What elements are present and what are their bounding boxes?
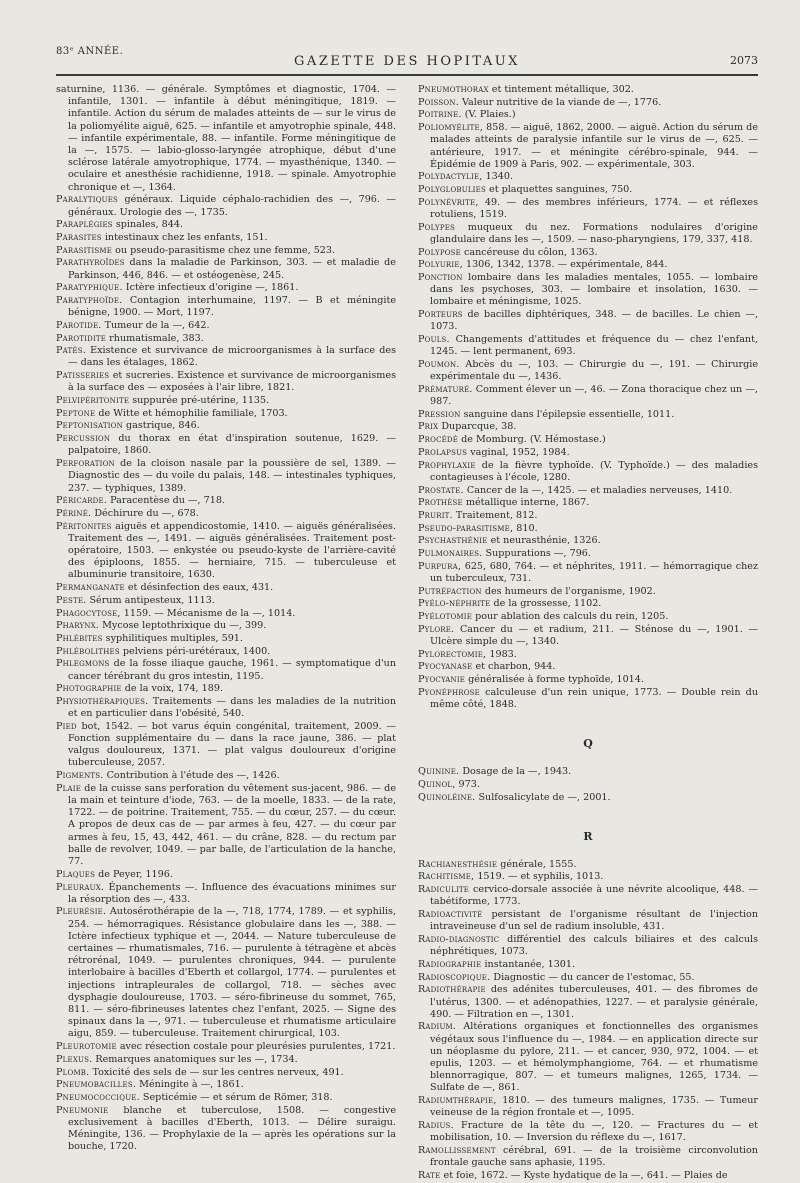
entry-headword: Phagocytose, [56,607,121,619]
entry-headword: Pigments. [56,770,104,782]
index-entry [418,171,758,183]
entry-headword: Quinine. [418,766,460,778]
entry-text: sanguine dans l'épilepsie essentielle, 1011. [460,408,675,420]
page-number: 2073 [730,54,758,67]
page-header [56,40,758,76]
entry-headword: Pyélo-néphrite [418,598,491,610]
entry-headword: Prurit. [418,509,453,521]
entry-headword: Patés. [56,345,86,357]
entry-text: dans la maladie de Parkinson, 303. — et maladie de Parkinson, 446, 846. — et ostéogenèse, 245. [68,257,396,281]
index-entry [56,633,396,645]
index-entry [56,646,396,658]
index-entry [56,408,396,420]
entry-text: de bacilles diphtériques, 348. — de bacilles. Le chien —, 1073. [430,309,758,333]
entry-headword: Radius. [418,1120,454,1132]
entry-text: Contagion interhumaine, 1197. — B et méningite bénigne, 1900. — Mort, 1197. [68,294,396,319]
entry-text: 858. — aiguë, 1862, 2000. — aiguë. Action du sérum de malades atteints de paralysie infantile sur le virus de —, 625. — antérieure, 1917. — et méningite cérébro-spinale, 944. — Épidémie de 1909 à Paris, 902. — expérimentale, 303. [430,122,758,170]
entry-text: avec résection costale pour pleurésies purulentes, 1721. [116,1041,396,1053]
entry-text: calculeuse d'un rein unique, 1773. — Double rein du même côté, 1848. [430,686,758,710]
entry-text: Traitement, 812. [452,509,538,521]
entry-text: Mycose leptothrixique du —, 399. [99,620,267,632]
entry-text: cérébral, 691. — de la troisième circonvolution frontale gauche sans aphasie, 1195. [430,1144,758,1169]
entry-headword: Purpura, [418,560,462,572]
index-entry [418,1145,758,1169]
index-entry [418,548,758,560]
year-label: 83ᵉ ANNÉE. [56,46,124,57]
index-entry [56,770,396,782]
index-entry [418,109,758,121]
entry-headword: Pylorectomie, [418,648,487,660]
entry-text: Duparcque, 38. [438,421,517,433]
entry-text: de Witte et hémophilie familiale, 1703. [95,407,288,419]
entry-text: intestinaux chez les enfants, 151. [101,231,268,243]
entry-text: syphilitiques multiples, 591. [102,632,243,644]
entry-text: Méningite à —, 1861. [136,1079,244,1091]
entry-text: Suppurations —, 796. [482,548,591,560]
section-letter-q: Q [583,737,593,751]
entry-text: généraux. Liquide céphalo-rachidien des —, 796. — généraux. Urologie des —, 1735. [68,194,396,218]
index-entry [56,721,396,770]
index-entry [56,783,396,868]
entry-headword: Pyonéphrose [418,686,480,698]
index-entry [418,384,758,408]
index-entry [418,586,758,598]
entry-headword: Polypose [418,246,461,258]
entry-headword: Perforation [56,458,115,470]
entry-text: blanche et tuberculose, 1508. — congestive exclusivement à bacilles d'Eberth, 1013. — Délire suraigu. Méningite, 136. — Prophylaxie de la — après les opérations sur la bouche, 1720. [68,1104,396,1153]
entry-headword: Pneumothorax [418,84,489,95]
entry-text: Diagnostic — du cancer de l'estomac, 55. [490,971,695,983]
entry-text: 625, 680, 764. — et néphrites, 1911. — hémorragique chez un tuberculeux, 731. [430,560,758,584]
index-entry [418,197,758,221]
entry-text: Fracture de la tête du —, 120. — Fractures du — et mobilisation, 10. — Inversion du réflexe du —, 1617. [430,1120,758,1144]
entry-headword: Radioactivité [418,909,483,921]
entry-text: spinales, 844. [112,219,183,231]
index-entry [418,510,758,522]
entry-headword: Plomb. [56,1066,90,1078]
index-entry [56,433,396,457]
entry-text: Dosage de la —, 1943. [459,766,572,778]
index-entry [418,309,758,333]
entry-text: des humeurs de l'organisme, 1902. [481,585,656,597]
entry-headword: Radiculite [418,884,470,896]
entry-headword: Percussion [56,433,111,445]
entry-headword: Prothèse [418,497,463,509]
entry-text: cervico-dorsale associée à une névrite alcoolique, 448. — tabétiforme, 1773. [430,884,758,908]
entry-text: Abcès du —, 103. — Chirurgie du —, 191. — Chirurgie expérimentale du —, 1436. [430,358,758,383]
entry-text: 1159. — Mécanisme de la —, 1014. [120,607,296,619]
entry-text: de la fièvre typhoïde. (V. Typhoïde.) — des maladies contagieuses à l'école, 1280. [430,459,758,483]
index-entry [418,497,758,509]
entry-headword: Pouls. [418,334,450,346]
index-entry [418,359,758,383]
index-entry [56,320,396,332]
entry-text: 810. [513,522,538,534]
section-q [418,766,758,804]
entry-headword: Péritonites [56,520,112,532]
index-entry [56,458,396,495]
entry-headword: Parotidite [56,332,107,344]
entry-headword: Pyélotomie [418,611,473,623]
entry-text: aiguës et appendicostomie, 1410. — aiguës généralisées. Traitement des —, 1491. — aiguës généralisées. Traitement post-opératoire, 1503. — enkystée ou pseudo-kyste de l'arrière-cavité des épiploons, 1855. — herniaire, 715. — tuberculeuse et albuminurie transitoire, 1630. [68,520,396,581]
entry-headword: Radiographie [418,958,482,970]
entry-headword: Paraplégies [56,219,113,231]
entry-headword: Parasites [56,231,102,243]
index-entry [418,959,758,971]
entry-headword: Pleurotomie [56,1041,117,1053]
entry-text: de la cuisse sans perforation du vêtement sus-jacent, 986. — de la main et teinture d'iode, 763. — de la moelle, 1833. — de la rate, 1722. — de poitrine. Traitement, 755. — du cœur, 257. — du cœur. A propos de deux cas de — par armes à feu, 427. — du cœur par armes à feu, 15, 43, 442, 461. — du crâne, 828. — du rectum par balle de revolver, 1049. — par balle, de l'articulation de la hanche, 77. [68,782,396,868]
entry-text: et tintement métallique, 302. [488,84,634,95]
entry-headword: Poisson. [418,96,459,108]
entry-headword: Polypes [418,221,456,233]
right-column [418,84,758,1183]
index-entry [418,84,758,96]
entry-headword: Radio-diagnostic [418,933,500,945]
index-entry [56,1067,396,1079]
index-entry [418,884,758,908]
entry-text: muqueux du nez. Formations nodulaires d'origine glandulaire dans les —, 1509. — naso-pharyngiens, 179, 337, 418. [430,221,758,245]
index-entry [56,595,396,607]
index-entry [418,97,758,109]
entry-headword: Psychasthénie [418,535,488,547]
index-entry [418,766,758,778]
entry-text: Ictère infectieux d'origine —, 1861. [122,282,299,294]
index-entry [418,674,758,686]
index-entry [418,447,758,459]
entry-headword: Prostate. [418,484,464,496]
index-entry [418,460,758,484]
entry-headword: Pyocyanase [418,661,473,673]
entry-text: bot, 1542. — bot varus équin congénital, traitement, 2009. — Fonction supplémentaire du — dans la race jaune, 386. — plat valgus douloureux, 1371. — plat valgus douloureux d'origine tuberculeuse, 2057. [68,720,396,769]
left-column [56,84,396,1183]
index-entry [418,624,758,648]
entry-text: suppurée pré-utérine, 1135. [129,395,270,407]
entry-headword: Peptonisation [56,420,123,432]
entry-text: Septicémie — et sérum de Römer, 318. [139,1091,333,1103]
entry-text: gastrique, 846. [122,420,200,432]
index-entry [56,495,396,507]
entry-text: Existence et survivance de microorganismes à la surface des — dans les étalages, 1862. [68,345,396,369]
entry-headword: Plaie [56,782,82,794]
index-entry [56,1105,396,1154]
index-entry [56,370,396,394]
entry-text: et foie, 1672. — Kyste hydatique de la —, 641. — Plaies de [440,1169,728,1181]
entry-text: 973. [455,778,480,790]
index-entry [56,84,396,194]
index-entry [418,871,758,883]
index-entry [418,779,758,791]
index-entry [418,122,758,171]
entry-headword: Plaques [56,868,96,880]
entry-headword: Quinol, [418,778,456,790]
entry-text: généralisée à forme typhoïde, 1014. [465,674,644,686]
entry-text: 49. — des membres inférieurs, 1774. — et réflexes rotuliens, 1519. [430,196,758,221]
entry-headword: Polynévrite, [418,196,479,208]
entry-text: et désinfection des eaux, 431. [124,582,274,594]
entry-text: Paracentèse du —, 718. [107,495,225,507]
entry-text: 1810. — des tumeurs malignes, 1735. — Tumeur veineuse de la région frontale et —, 1095. [430,1095,758,1119]
entry-headword: Poumon. [418,358,460,370]
entry-text: de la cloison nasale par la poussière de sel, 1389. — Diagnostic des — du voile du palais, 148. — intestinales typhiques, 237. — typhiques, 1389. [68,458,396,494]
index-entry [56,345,396,369]
entry-text: vaginal, 1952, 1984. [467,446,570,458]
entry-text: Changements d'attitudes et fréquence du — chez l'enfant, 1245. — lent permanent, 693. [430,334,758,358]
section-r [418,859,758,1182]
entry-headword: Pneumococcique. [56,1091,140,1103]
entry-text: générale, 1555. [497,858,577,870]
index-entry [418,184,758,196]
index-entry [418,334,758,358]
index-entry [418,1170,758,1182]
index-entry [56,1079,396,1091]
entry-text: de la fosse iliaque gauche, 1961. — symptomatique d'un cancer térébrant du gros intestin, 1195. [68,658,396,682]
index-entry [56,219,396,231]
index-entry [418,421,758,433]
entry-text: Toxicité des sels de — sur les centres nerveux, 491. [89,1066,344,1078]
entry-text: Autosérothérapie de la —, 718, 1774, 1789. — et syphilis, 254. — hémorragiques. Résistance globulaire dans les —, 388. — Ictère infectieux typhique et —, 2044. — Nature tuberculeuse de certaines — rhumatismales, 716. — purulente à tétragène et abcès rétrorénal, 1049. — purulentes chroniques, 944. — purulente interlobaire à bacilles d'Eberth et collargol, 1774. — purulentes et injections intrapleurales de collargol, 718. — sèches avec dysphagie douloureuse, 1703. — séro-fibrineuse du sommet, 765, 811. — séro-fibrineuses latentes chez l'enfant, 2025. — Signe des spinaux dans la —, 971. — tuberculeuse et rhumatisme articulaire aigu, 859. — tuberculeuse. Traitement chirurgical, 103. [68,906,396,1040]
entry-text: pour ablation des calculs du rein, 1205. [472,611,669,623]
index-entry [418,792,758,804]
index-entry [56,232,396,244]
index-entry [418,661,758,673]
index-entry [56,194,396,218]
entry-text: Contribution à l'étude des —, 1426. [103,770,280,782]
entry-headword: Parotide. [56,319,102,331]
entry-headword: Pied [56,720,77,732]
entry-headword: Pelvipéritonite [56,395,130,407]
entry-text: Valeur nutritive de la viande de —, 1776. [458,96,662,108]
entry-text: lombaire dans les maladies mentales, 1055. — lombaire dans les psychoses, 303. — lombaire et insolation, 1630. — lombaire et méningisme, 1025. [430,272,758,308]
entry-headword: Ponction [418,272,463,284]
index-entry [56,683,396,695]
entry-headword: Rate [418,1169,441,1181]
entry-text: pelviens péri-urétéraux, 1400. [119,645,271,657]
entry-text: (V. Plaies.) [461,109,516,121]
entry-headword: Pneumonie [56,1104,109,1116]
index-entry [418,598,758,610]
index-entry [56,257,396,281]
entry-headword: Phlegmons [56,658,110,670]
entry-text: persistant de l'organisme résultant de l'injection intraveineuse d'un sel de radium insoluble, 431. [430,909,758,933]
index-entry [418,523,758,535]
entry-text: instantanée, 1301. [481,958,576,970]
entry-text: différentiel des calculs biliaires et des calculs néphrétiques, 1073. [430,933,758,958]
index-entry [418,972,758,984]
entry-text: du thorax en état d'inspiration soutenue, 1629. — palpatoire, 1860. [68,433,396,457]
entry-headword: Plexus. [56,1053,93,1065]
entry-headword: Pharynx. [56,620,100,632]
entry-headword: Patisseries [56,370,110,382]
entry-headword: Rachianesthésie [418,858,498,870]
entry-text: 1340. [482,171,514,183]
entry-text: de Peyer, 1196. [95,868,173,880]
journal-title: GAZETTE DES HOPITAUX [294,54,520,69]
index-entry [56,508,396,520]
entry-headword: Polyglobulies [418,184,486,196]
entry-text: Sulfosalicylate de —, 2001. [475,791,611,803]
entry-text: métallique interne, 1867. [462,497,590,509]
entry-text: Cancer du — et radium, 211. — Sténose du —, 1901. — Ulcère simple du —, 1340. [430,623,758,647]
index-entry [56,282,396,294]
index-entry [56,620,396,632]
index-entry [418,934,758,958]
entry-headword: Pyocyanie [418,674,466,686]
section-letter-r: R [583,829,593,843]
index-entry [56,333,396,345]
index-entry [56,696,396,720]
index-entry [56,521,396,582]
index-entry [56,395,396,407]
entry-headword: Parasitisme [56,244,113,256]
entry-text: 1519. — et syphilis, 1013. [474,871,604,883]
index-entry [418,909,758,933]
entry-headword: Parathyroïdes [56,257,125,269]
index-entry [56,245,396,257]
index-entry [56,882,396,906]
entry-headword: Paratyphoïde. [56,294,123,306]
entry-headword: Pulmonaires. [418,548,483,560]
entry-headword: Polydactylie, [418,171,483,183]
entry-headword: Prolapsus [418,446,468,458]
entry-headword: Poitrine. [418,109,462,121]
entry-headword: Péricarde. [56,495,108,507]
index-entry [418,409,758,421]
index-entry [418,222,758,246]
index-entry [56,1041,396,1053]
index-entry [418,687,758,711]
entry-headword: Pleuraux. [56,881,105,893]
entry-text: Épanchements —. Influence des évacuations minimes sur la résorption des —, 433. [68,881,396,905]
entry-text: Déchirure du —, 678. [91,507,199,519]
entry-headword: Radioscopique. [418,971,491,983]
entry-text: ou pseudo-parasitisme chez une femme, 523. [112,244,336,256]
index-entry [56,1054,396,1066]
index-entry [418,259,758,271]
entry-text: de la grossesse, 1102. [490,598,602,610]
entry-headword: Radium. [418,1021,457,1033]
entry-headword: Pylore. [418,623,455,635]
entry-text: Sérum antipesteux, 1113. [86,594,215,606]
index-entry [418,272,758,309]
entry-headword: Phlébites [56,632,103,644]
entry-headword: Poliomyélite, [418,122,484,134]
entry-text: saturnine, 1136. — générale. Symptômes et diagnostic, 1704. — infantile, 1301. — infantile à début méningitique, 1819. — infantile. Action du sérum de malades atteints de — sur le virus de la poliomyélite aiguë, 625. — infantile et amyotrophie spinale, 448. — infantile expérimentale, 88. — infantile. Forme méningitique de la —, 1575. — labio-glosso-laryngée atrophique, début d'une sclérose latérale amyotrophique, 1774. — myasthénique, 1340. — oculaire et anesthésie rachidienne, 1918. — spinale. Amyotrophie chronique et —, 1364. [56,84,396,193]
entry-text: et plaquettes sanguines, 750. [485,184,633,196]
index-entry [418,649,758,661]
entry-headword: Quinoléine. [418,791,476,803]
index-entry [56,295,396,319]
index-columns [56,84,758,1183]
entry-headword: Permanganate [56,582,125,594]
index-entry [56,608,396,620]
index-entry [56,420,396,432]
entry-text: rhumatismale, 383. [106,332,204,344]
entry-headword: Radiothérapie [418,984,486,996]
index-entry [418,1120,758,1144]
entry-headword: Putréfaction [418,585,482,597]
entry-headword: Procédé [418,434,459,446]
index-entry [418,1021,758,1094]
entry-text: 1983. [486,648,517,660]
entry-text: et charbon, 944. [472,661,556,673]
entry-text: de la voix, 174, 189. [121,683,224,695]
entry-text: des adénites tuberculeuses, 401. — des fibromes de l'utérus, 1300. — et adénopathies, 1227. — et paralysie générale, 490. — Filtration en —, 1301. [430,984,758,1020]
index-entry [418,434,758,446]
index-entry [56,906,396,1040]
index-entry [418,859,758,871]
entry-headword: Physiothérapiques. [56,695,149,707]
entry-headword: Phlébolithes [56,645,120,657]
entry-headword: Radiumthérapie, [418,1095,497,1107]
entry-headword: Porteurs [418,309,463,321]
entry-text: Remarques anatomiques sur les —, 1734. [92,1053,298,1065]
entry-text: Comment élever un —, 46. — Zona thoracique chez un —, 987. [430,383,758,408]
entry-text: cancéreuse du côlon, 1363. [460,246,598,258]
index-entry [418,1095,758,1119]
entry-headword: Ramollissement [418,1144,496,1156]
index-entry [418,535,758,547]
entry-headword: Pleurésie. [56,906,107,918]
entry-headword: Pression [418,408,461,420]
entry-headword: Photographie [56,683,122,695]
entry-headword: Pseudo-parasitisme, [418,522,514,534]
index-entry [56,1092,396,1104]
entry-headword: Prématuré. [418,383,473,395]
entry-headword: Peptone [56,407,96,419]
entry-text: Tumeur de la —, 642. [101,319,210,331]
index-entry [418,611,758,623]
index-entry [418,485,758,497]
entry-text: et neurasthénie, 1326. [487,535,601,547]
entry-headword: Pneumobacilles. [56,1079,137,1091]
entry-headword: Paralytiques [56,194,119,206]
index-entry [56,658,396,682]
entry-headword: Polyurie, [418,259,463,271]
entry-text: Traitements — dans les maladies de la nutrition et en particulier dans l'obésité, 540. [68,695,396,720]
entry-headword: Prophylaxie [418,459,476,471]
entry-text: Altérations organiques et fonctionnelles des organismes végétaux sous l'influence du —, 1984. — en application directe sur un néoplasme du pylore, 211. — et cancer, 930, 972, 1004. — et epulis, 1203. — et hémolymphangiome, 764. — et rhumatisme blennorragique, 807. — et tumeurs malignes, 1265, 1734. — Sulfate de —, 861. [430,1021,758,1094]
entry-text: 1306, 1342, 1378. — expérimentale, 844. [462,259,668,271]
entry-text: de Momburg. (V. Hémostase.) [458,434,606,446]
index-entry [56,582,396,594]
entry-headword: Rachitisme, [418,871,475,883]
section-p-continued [418,84,758,711]
entry-text: Cancer de la —, 1425. — et maladies nerveuses, 1410. [463,484,733,496]
index-entry [56,869,396,881]
entry-headword: Périné. [56,507,92,519]
index-entry [418,247,758,259]
entry-text: et sucreries. Existence et survivance de microorganismes à la surface des — exposées à l'air libre, 1821. [68,370,396,394]
index-entry [418,561,758,585]
entry-headword: Peste. [56,594,87,606]
entry-headword: Paratyphique. [56,282,123,294]
entry-headword: Prix [418,421,439,433]
index-entry [418,984,758,1021]
